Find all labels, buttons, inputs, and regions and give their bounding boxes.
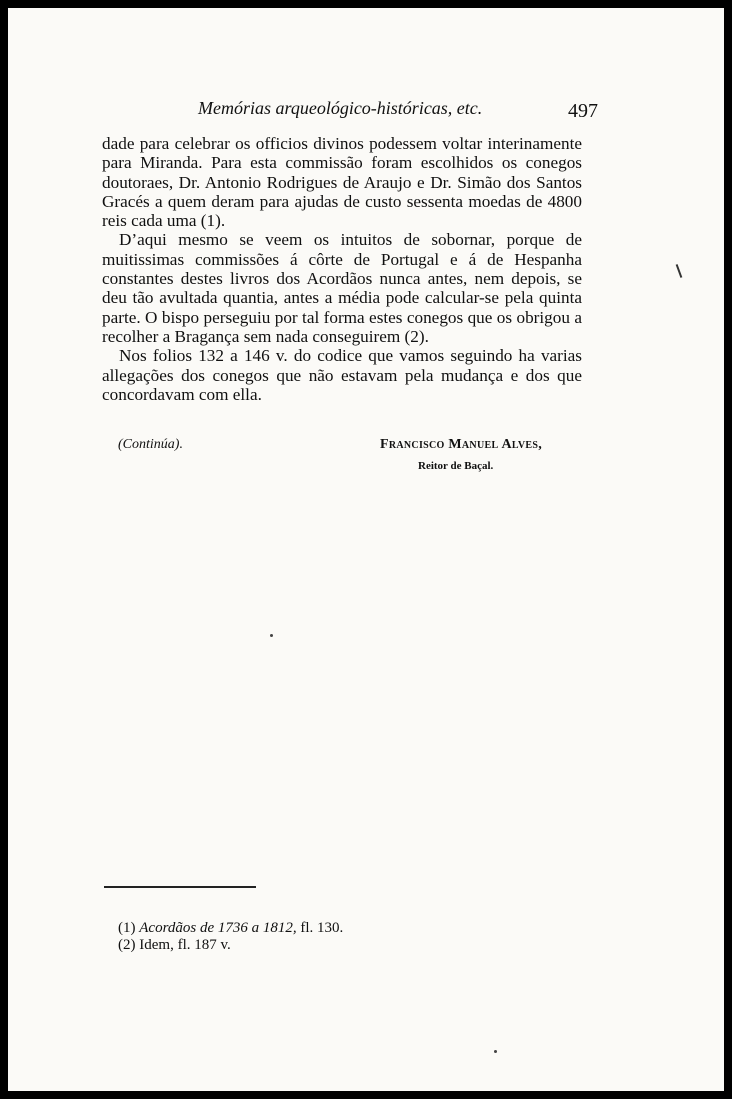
footnote-1: [118, 920, 518, 937]
speck-mark: [494, 1050, 497, 1053]
footnotes: [118, 920, 518, 954]
paragraph-1: dade para celebrar os officios divinos podessem voltar interinamente para Miranda. Para esta commissão foram escolhidos os conegos doutoraes, Dr. Antonio Rodrigues de Araujo e Dr. Simão dos Santos Gracés a quem deram para ajudas de custo sessenta moedas de 4800 reis cada uma (1).: [102, 134, 582, 231]
book-page: [8, 8, 724, 1091]
footnote-italic: Acordãos de 1736 a 1812,: [139, 920, 297, 936]
footnote-marker: (1): [118, 920, 136, 936]
footnote-text: Idem, fl. 187 v.: [139, 937, 231, 953]
page-number: 497: [568, 100, 598, 122]
running-header: [198, 98, 598, 122]
footnote-2: [118, 937, 518, 954]
footnote-rule: [104, 886, 256, 888]
body-text: [102, 134, 582, 404]
author-role: Reitor de Baçal.: [418, 460, 494, 472]
speck-mark: [270, 634, 273, 637]
footnote-marker: (2): [118, 937, 136, 953]
footnote-text: fl. 130.: [296, 920, 344, 936]
paragraph-3: Nos folios 132 a 146 v. do codice que vamos seguindo ha varias allegações dos conegos que não estavam pela mudança e dos que concordavam com ella.: [102, 346, 582, 404]
paragraph-2: D’aqui mesmo se veem os intuitos de sobornar, porque de muitissimas commissões á côrte de Portugal e á de Hespanha constantes destes livros dos Acordãos nunca antes, nem depois, se deu tão avultada quantia, antes a média pode calcular-se pela quinta parte. O bispo perseguiu por tal forma estes conegos que os obrigou a recolher a Bragança sem nada conseguirem (2).: [102, 230, 582, 346]
margin-mark: [676, 264, 683, 278]
author-name: Francisco Manuel Alves,: [380, 437, 543, 452]
continued-note: (Continúa).: [118, 437, 183, 452]
running-title: Memórias arqueológico-históricas, etc.: [198, 98, 483, 118]
